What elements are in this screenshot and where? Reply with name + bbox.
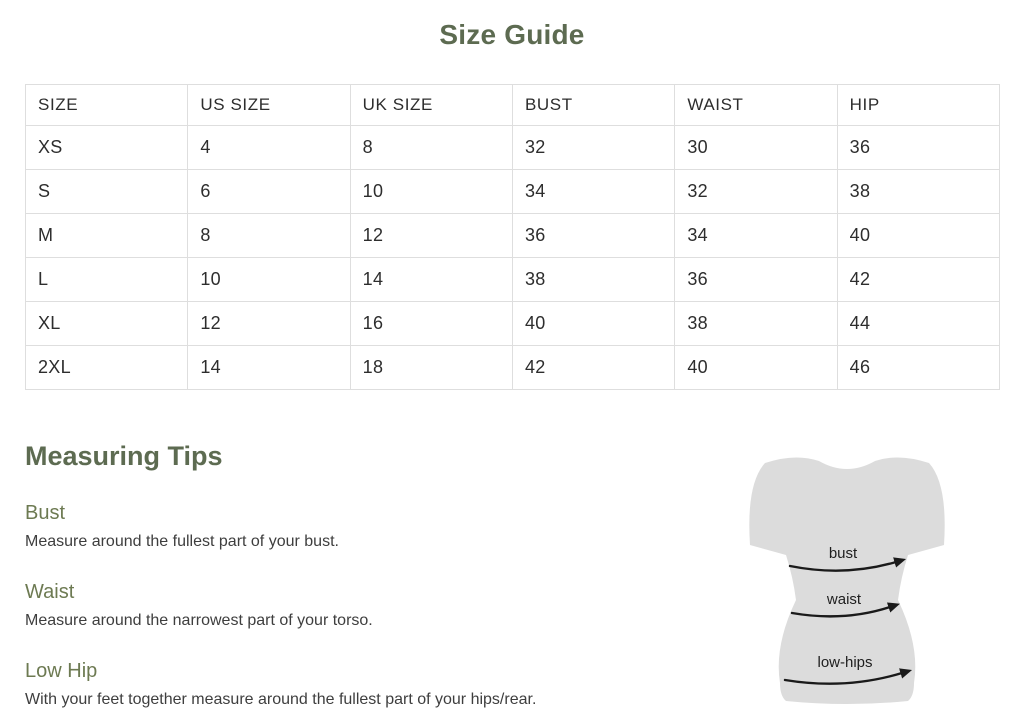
tip-bust-text: Measure around the fullest part of your bust. bbox=[25, 533, 339, 551]
cell-hip: 36 bbox=[837, 126, 999, 170]
cell-bust: 38 bbox=[512, 258, 674, 302]
cell-us-size: 14 bbox=[188, 346, 350, 390]
cell-bust: 34 bbox=[512, 170, 674, 214]
cell-us-size: 4 bbox=[188, 126, 350, 170]
tip-waist-label: Waist bbox=[25, 581, 75, 604]
cell-waist: 34 bbox=[675, 214, 837, 258]
cell-bust: 36 bbox=[512, 214, 674, 258]
cell-us-size: 6 bbox=[188, 170, 350, 214]
cell-hip: 46 bbox=[837, 346, 999, 390]
cell-waist: 38 bbox=[675, 302, 837, 346]
diagram-bust-label: bust bbox=[828, 545, 858, 562]
cell-waist: 40 bbox=[675, 346, 837, 390]
cell-size: S bbox=[26, 170, 188, 214]
col-header-waist: WAIST bbox=[675, 85, 837, 126]
col-header-us-size: US SIZE bbox=[188, 85, 350, 126]
cell-hip: 38 bbox=[837, 170, 999, 214]
cell-us-size: 8 bbox=[188, 214, 350, 258]
tip-low-hip bbox=[25, 660, 725, 709]
tip-waist-text: Measure around the narrowest part of your torso. bbox=[25, 612, 373, 630]
cell-hip: 42 bbox=[837, 258, 999, 302]
cell-size: M bbox=[26, 214, 188, 258]
cell-uk-size: 10 bbox=[350, 170, 512, 214]
size-chart-table bbox=[25, 84, 1000, 390]
table-row-2xl bbox=[26, 346, 1000, 390]
cell-size: L bbox=[26, 258, 188, 302]
diagram-waist-label: waist bbox=[826, 591, 862, 608]
table-row-s bbox=[26, 170, 1000, 214]
table-row-xs bbox=[26, 126, 1000, 170]
cell-us-size: 12 bbox=[188, 302, 350, 346]
cell-size: XS bbox=[26, 126, 188, 170]
col-header-uk-size: UK SIZE bbox=[350, 85, 512, 126]
measuring-tips-section bbox=[25, 429, 725, 710]
tip-bust-label: Bust bbox=[25, 502, 66, 525]
cell-hip: 44 bbox=[837, 302, 999, 346]
tip-low-hip-label: Low Hip bbox=[25, 660, 98, 683]
cell-uk-size: 12 bbox=[350, 214, 512, 258]
tip-waist bbox=[25, 581, 725, 630]
col-header-size: SIZE bbox=[26, 85, 188, 126]
page-title: Size Guide bbox=[439, 19, 585, 50]
cell-uk-size: 16 bbox=[350, 302, 512, 346]
cell-waist: 30 bbox=[675, 126, 837, 170]
table-row-xl bbox=[26, 302, 1000, 346]
cell-size: 2XL bbox=[26, 346, 188, 390]
tip-bust bbox=[25, 502, 725, 551]
cell-uk-size: 18 bbox=[350, 346, 512, 390]
cell-bust: 42 bbox=[512, 346, 674, 390]
cell-bust: 32 bbox=[512, 126, 674, 170]
cell-us-size: 10 bbox=[188, 258, 350, 302]
tip-low-hip-text: With your feet together measure around the fullest part of your hips/rear. bbox=[25, 691, 537, 709]
measuring-tips-heading: Measuring Tips bbox=[25, 441, 223, 471]
col-header-hip: HIP bbox=[837, 85, 999, 126]
table-row-l bbox=[26, 258, 1000, 302]
cell-waist: 36 bbox=[675, 258, 837, 302]
cell-uk-size: 14 bbox=[350, 258, 512, 302]
cell-size: XL bbox=[26, 302, 188, 346]
size-table-header-row bbox=[26, 85, 1000, 126]
col-header-bust: BUST bbox=[512, 85, 674, 126]
tshirt-measurement-diagram bbox=[740, 450, 1024, 724]
cell-hip: 40 bbox=[837, 214, 999, 258]
cell-waist: 32 bbox=[675, 170, 837, 214]
diagram-low-hips-label: low-hips bbox=[817, 654, 873, 671]
table-row-m bbox=[26, 214, 1000, 258]
cell-bust: 40 bbox=[512, 302, 674, 346]
cell-uk-size: 8 bbox=[350, 126, 512, 170]
